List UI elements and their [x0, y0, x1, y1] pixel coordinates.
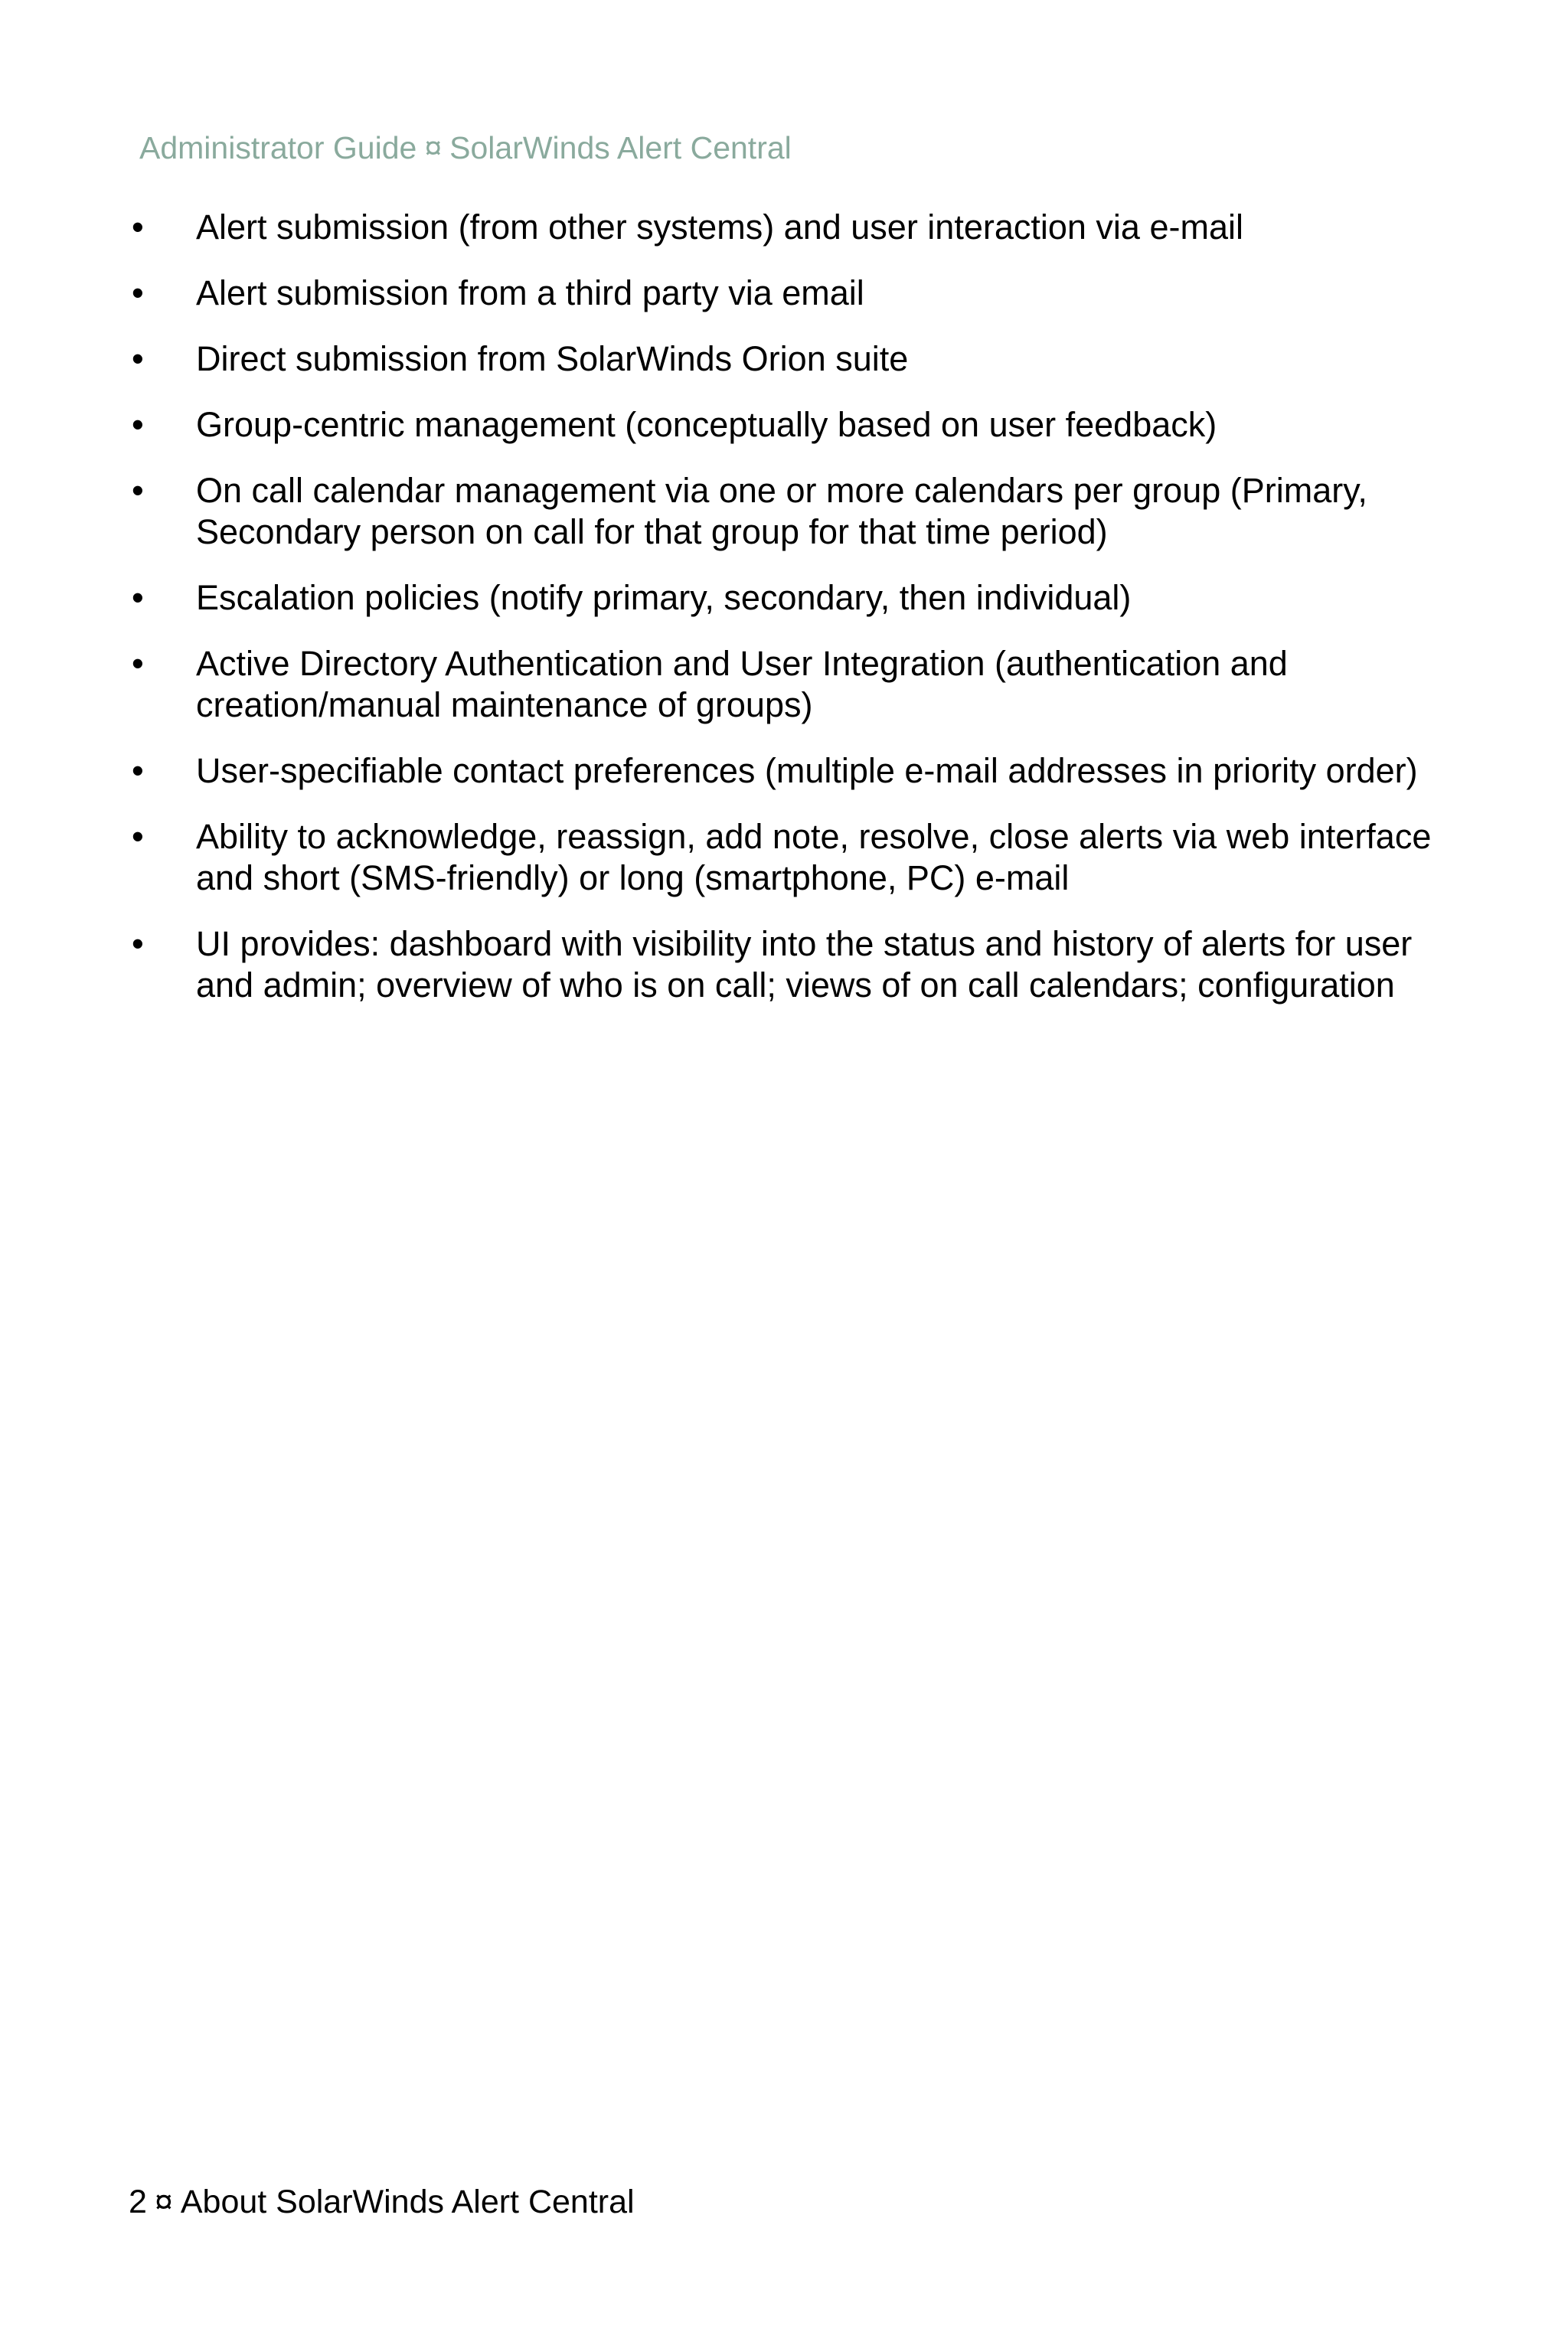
bullet-icon: •: [132, 644, 144, 683]
list-item-text: User-specifiable contact preferences (multiple e-mail addresses in priority order): [196, 751, 1418, 790]
list-item: [132, 643, 1449, 726]
list-item: [132, 750, 1449, 792]
list-item-text: Alert submission (from other systems) and user interaction via e-mail: [196, 207, 1243, 247]
list-item: [132, 577, 1449, 619]
list-item: [132, 404, 1449, 446]
list-item-text: Ability to acknowledge, reassign, add note, resolve, close alerts via web interface and short (SMS-friendly) or long (smartphone, PC) e-mail: [196, 817, 1432, 897]
list-item-text: Alert submission from a third party via email: [196, 273, 864, 312]
list-item-text: Active Directory Authentication and User Integration (authentication and creation/manual maintenance of groups): [196, 644, 1288, 724]
bullet-icon: •: [132, 578, 144, 617]
feature-list: [132, 207, 1449, 1031]
page-footer: [129, 2184, 635, 2221]
list-item-text: UI provides: dashboard with visibility into the status and history of alerts for user and admin; overview of who is on call; views of on call calendars; configuration: [196, 924, 1413, 1004]
list-item-text: On call calendar management via one or more calendars per group (Primary, Secondary person on call for that group for that time period): [196, 471, 1367, 551]
footer-separator: ¤: [154, 2184, 173, 2220]
bullet-icon: •: [132, 817, 144, 856]
footer-section: About SolarWinds Alert Central: [180, 2184, 635, 2220]
bullet-icon: •: [132, 751, 144, 790]
header-doc-title: Administrator Guide: [139, 130, 417, 165]
bullet-icon: •: [132, 405, 144, 444]
list-item: [132, 338, 1449, 380]
bullet-icon: •: [132, 471, 144, 510]
list-item-text: Group-centric management (conceptually based on user feedback): [196, 405, 1217, 444]
bullet-icon: •: [132, 273, 144, 312]
page-header: [139, 130, 792, 166]
bullet-icon: •: [132, 207, 144, 247]
list-item: [132, 816, 1449, 899]
list-item: [132, 273, 1449, 314]
header-product: SolarWinds Alert Central: [449, 130, 792, 165]
list-item: [132, 207, 1449, 248]
header-separator: ¤: [424, 130, 443, 165]
list-item-text: Escalation policies (notify primary, secondary, then individual): [196, 578, 1132, 617]
footer-page-number: 2: [129, 2184, 147, 2220]
bullet-icon: •: [132, 924, 144, 963]
list-item: [132, 923, 1449, 1006]
bullet-icon: •: [132, 339, 144, 378]
list-item: [132, 470, 1449, 553]
list-item-text: Direct submission from SolarWinds Orion suite: [196, 339, 909, 378]
